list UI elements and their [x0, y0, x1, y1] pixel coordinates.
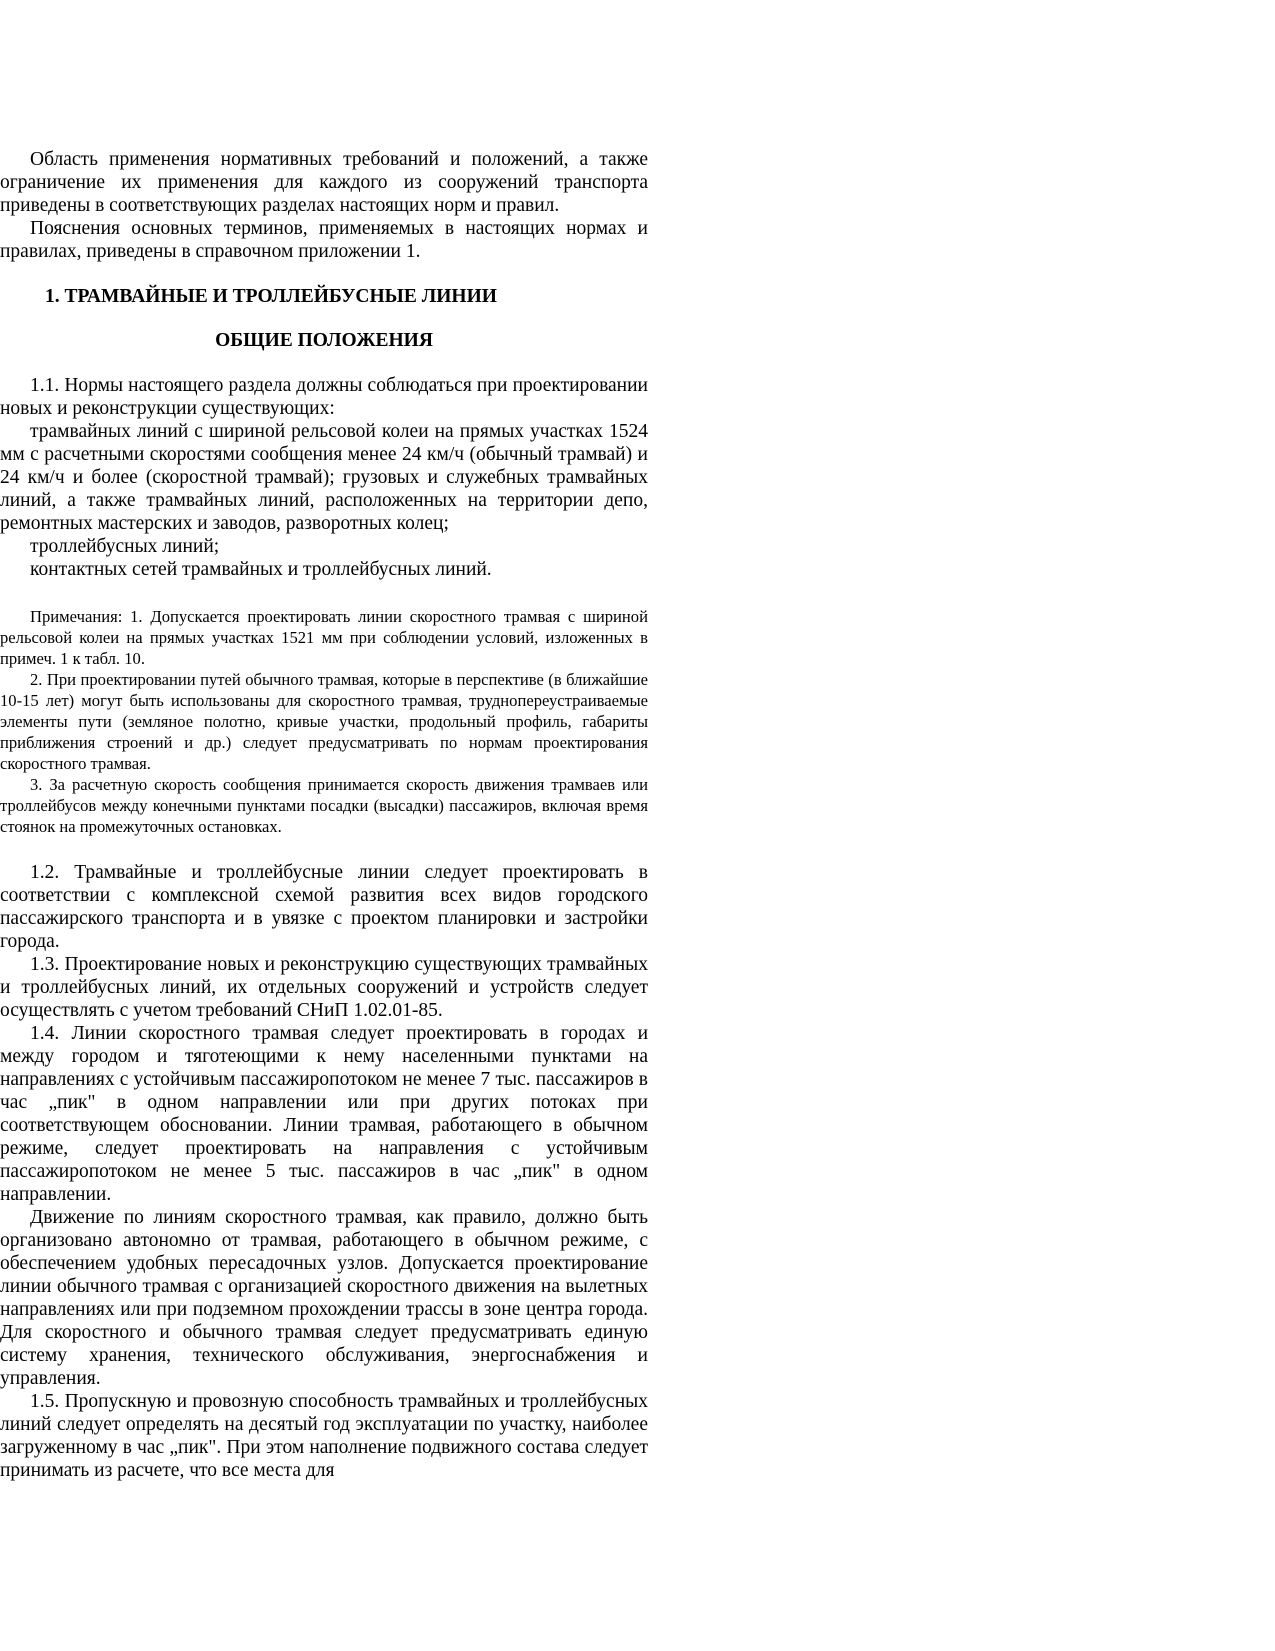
clause-1-1-lead: 1.1. Нормы настоящего раздела должны соблюдаться при проектировании новых и реконструкции существующих:	[0, 375, 648, 419]
intro-paragraph-2: Пояснения основных терминов, применяемых в настоящих нормах и правилах, приведены в справочном приложении 1.	[0, 218, 648, 262]
note-1: Примечания: 1. Допускается проектировать линии скоростного трамвая с шириной рельсовой колеи на прямых участках 1521 мм при соблюдении условий, изложенных в примеч. 1 к табл. 10.	[0, 607, 648, 668]
section-title: 1. ТРАМВАЙНЫЕ И ТРОЛЛЕЙБУСНЫЕ ЛИНИИ	[45, 286, 497, 307]
subsection-title: ОБЩИЕ ПОЛОЖЕНИЯ	[215, 330, 433, 351]
clause-1-1-tram-lines: трамвайных линий с шириной рельсовой колеи на прямых участках 1524 мм с расчетными скоростями сообщения менее 24 км/ч (обычный трамвай) и 24 км/ч и более (скоростной трамвай); грузовых и служебных трамвайных линий, а также трамвайных линий, расположенных на территории депо, ремонтных мастерских и заводов, разворотных колец;	[0, 421, 648, 534]
note-3: 3. За расчетную скорость сообщения принимается скорость движения трамваев или троллейбусов между конечными пунктами посадки (высадки) пассажиров, включая время стоянок на промежуточных остановках.	[0, 775, 648, 836]
clause-1-4-continued: Движение по линиям скоростного трамвая, как правило, должно быть организовано автономно от трамвая, работающего в обычном режиме, с обеспечением удобных пересадочных узлов. Допускается проектирование линии обычного трамвая с организацией скоростного движения на вылетных направлениях или при подземном прохождении трассы в зоне центра города. Для скоростного и обычного трамвая следует предусматривать единую систему хранения, технического обслуживания, энергоснабжения и управления.	[0, 1207, 648, 1389]
clause-1-3: 1.3. Проектирование новых и реконструкцию существующих трамвайных и троллейбусных линий, их отдельных сооружений и устройств следует осуществлять с учетом требований СНиП 1.02.01-85.	[0, 954, 648, 1021]
clause-1-1-contact-networks: контактных сетей трамвайных и троллейбусных линий.	[30, 559, 492, 580]
intro-paragraph-1: Область применения нормативных требований и положений, а также ограничение их применения для каждого из сооружений транспорта приведены в соответствующих разделах настоящих норм и правил.	[0, 149, 648, 216]
clause-1-5: 1.5. Пропускную и провозную способность трамвайных и троллейбусных линий следует определять на десятый год эксплуатации по участку, наиболее загруженному в час „пик". При этом наполнение подвижного состава следует принимать из расчете, что все места для	[0, 1391, 648, 1481]
clause-1-1-trolleybus-lines: троллейбусных линий;	[30, 536, 220, 557]
text-column	[0, 148, 648, 1482]
clause-1-4: 1.4. Линии скоростного трамвая следует проектировать в городах и между городом и тяготеющими к нему населенными пунктами на направлениях с устойчивым пассажиропотоком не менее 7 тыс. пассажиров в час „пик" в одном направлении или при других потоках при соответствующем обосновании. Линии трамвая, работающего в обычном режиме, следует проектировать на направления с устойчивым пассажиропотоком не менее 5 тыс. пассажиров в час „пик" в одном направлении.	[0, 1023, 648, 1205]
note-2: 2. При проектировании путей обычного трамвая, которые в перспективе (в ближайшие 10-15 лет) могут быть использованы для скоростного трамвая, труднопереустраиваемые элементы пути (земляное полотно, кривые участки, продольный профиль, габариты приближения строений и др.) следует предусматривать по нормам проектирования скоростного трамвая.	[0, 670, 648, 773]
clause-1-2: 1.2. Трамвайные и троллейбусные линии следует проектировать в соответствии с комплексной схемой развития всех видов городского пассажирского транспорта и в увязке с проектом планировки и застройки города.	[0, 862, 648, 952]
